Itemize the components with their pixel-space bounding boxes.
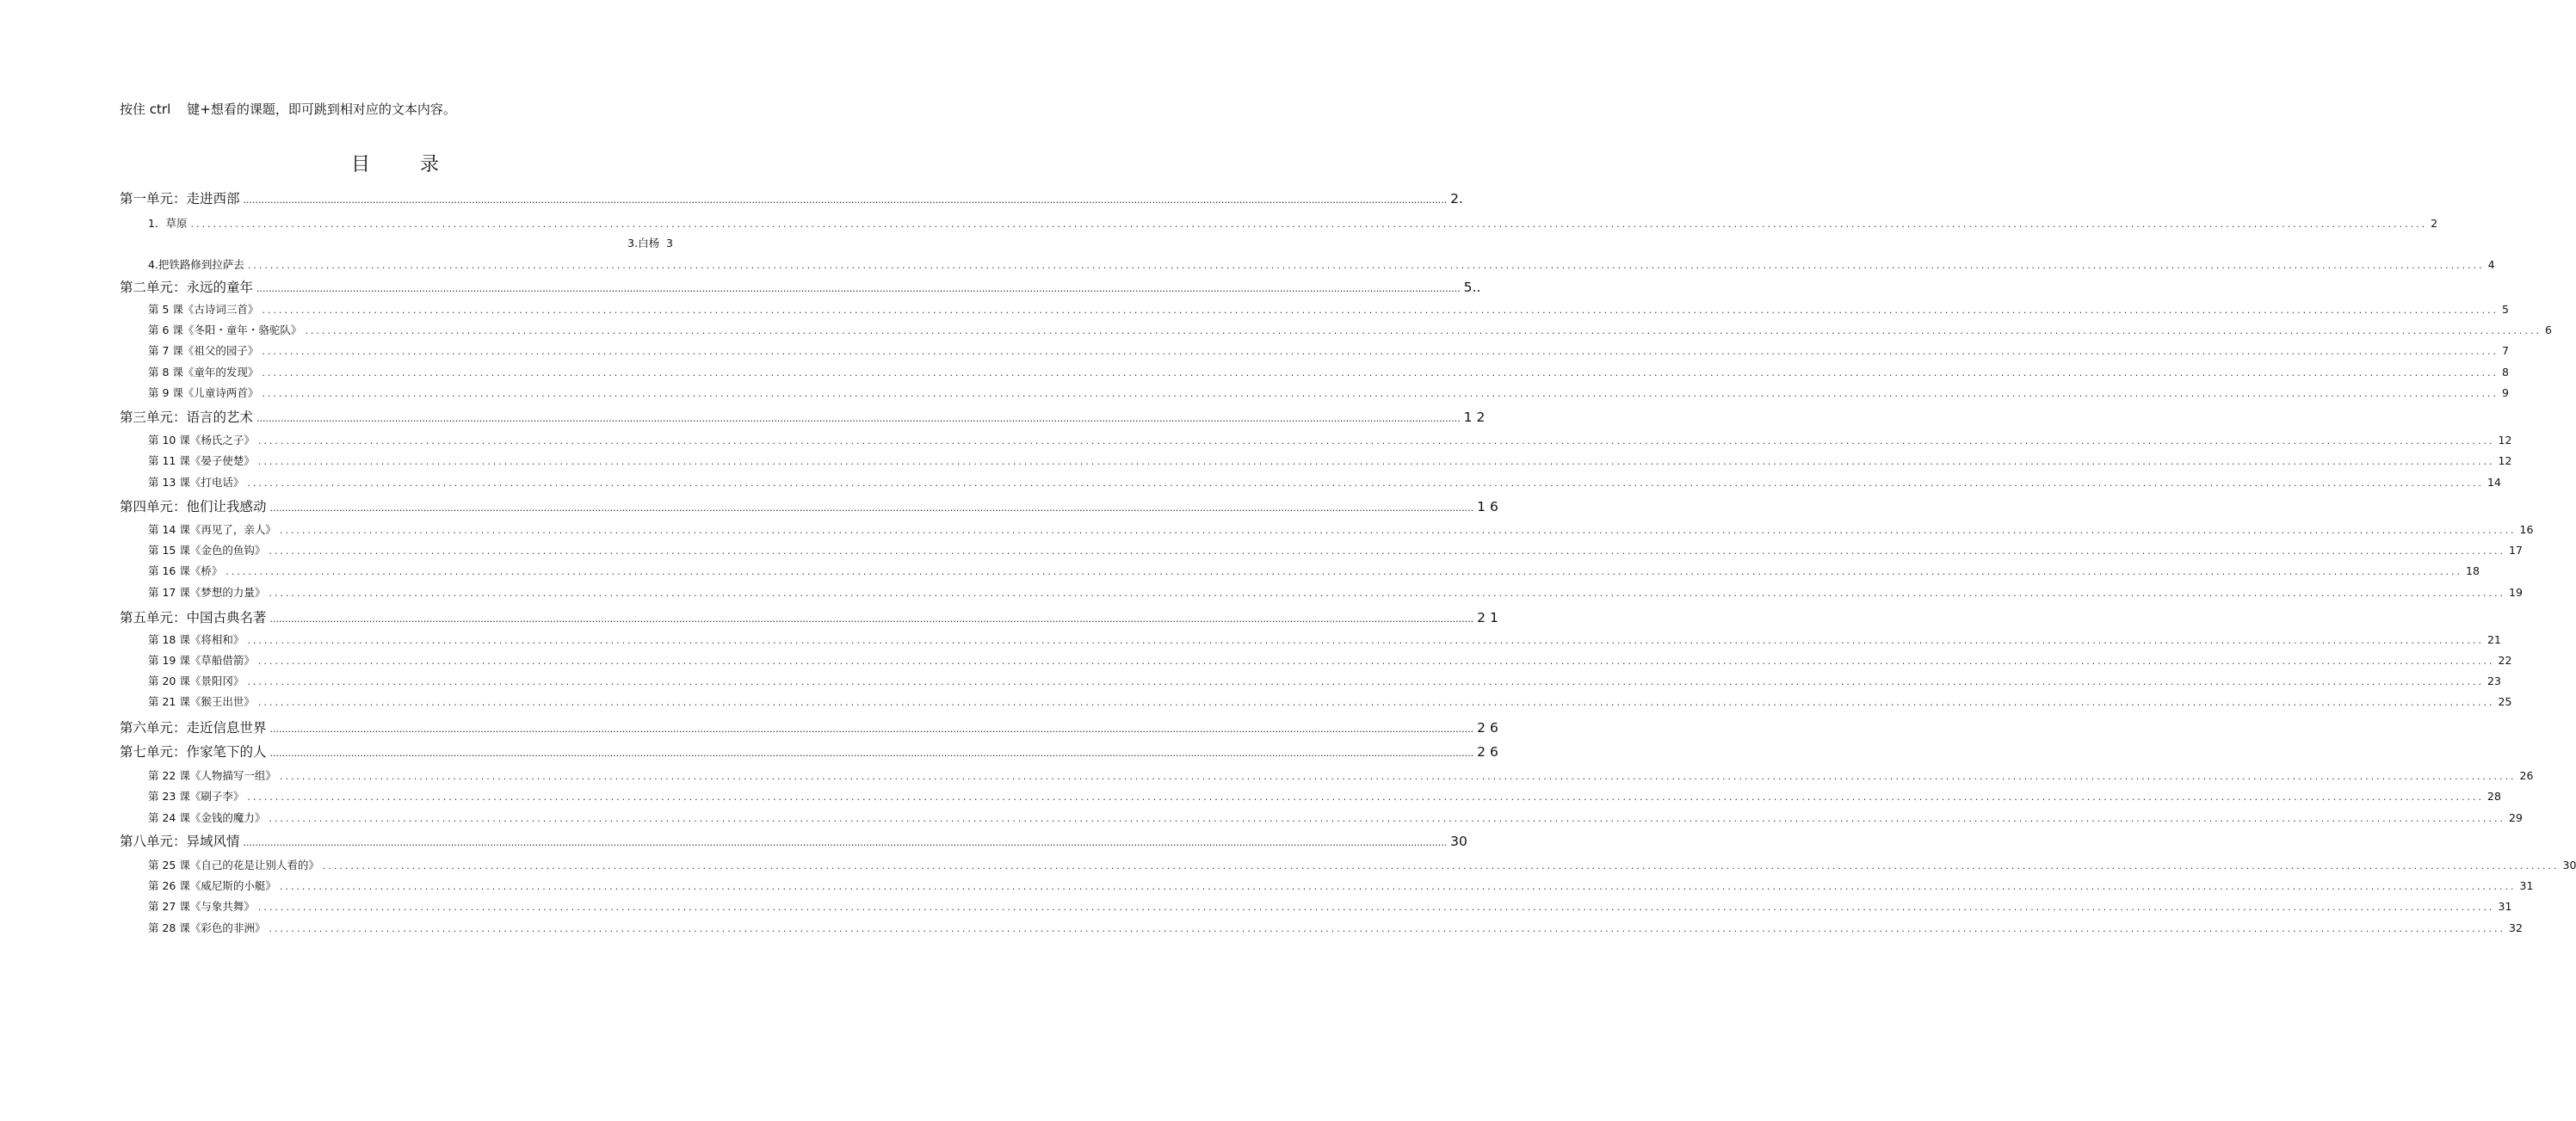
toc-lesson-entry[interactable] bbox=[148, 542, 2523, 557]
dot-leader: ................................................................................................................................................................................................................................................................................................................................................................................................................ bbox=[269, 923, 2505, 934]
toc-lesson-entry[interactable] bbox=[148, 521, 2534, 537]
lesson-title: 第 15 课《金色的鱼钩》 bbox=[148, 544, 266, 557]
toc-lesson-entry[interactable] bbox=[148, 432, 2512, 447]
lesson-page-number: 28 bbox=[2487, 790, 2501, 803]
unit-page-number: 5.. bbox=[1463, 280, 1481, 295]
toc-lesson-entry[interactable] bbox=[148, 767, 2534, 783]
lesson-page-number: 5 bbox=[2502, 303, 2509, 316]
toc-lesson-entry[interactable] bbox=[148, 673, 2501, 688]
lesson-page-number: 30 bbox=[2562, 859, 2576, 872]
unit-title: 第一单元：走进西部 bbox=[120, 191, 240, 206]
toc-lesson-entry[interactable] bbox=[148, 898, 2512, 914]
dot-leader: ................................................................................................................................................................................................................................................................................................................................................................................................................ bbox=[225, 566, 2462, 577]
lesson-title: 第 25 课《自己的花是让别人看的》 bbox=[148, 859, 319, 872]
dot-leader: ................................................................................................................................................................................................................................................................................................................................................................................................................ bbox=[247, 676, 2484, 687]
unit-page-number: 2 1 bbox=[1477, 610, 1498, 625]
toc-unit-entry[interactable] bbox=[120, 742, 1498, 761]
toc-title-char-1: 目 bbox=[350, 154, 372, 176]
dot-leader: ................................................................................................................................................................................................................................................................................................................................................................................................................ bbox=[269, 813, 2505, 824]
dot-leader: ................................................................................................................................................................................................................................................................................................................................................................................................................ bbox=[257, 435, 2495, 447]
lesson-page-number: 26 bbox=[2519, 769, 2534, 782]
lesson-page-number: 29 bbox=[2509, 811, 2523, 824]
lesson-page-number: 16 bbox=[2519, 523, 2534, 536]
toc-unit-entry[interactable] bbox=[120, 718, 1498, 736]
dot-leader: ................................................................................................................................................................................................................................................................................................................................................................................................................ bbox=[262, 346, 2499, 357]
dot-leader: ................................................................................................................................................................................................................................................................................................................................................................................................................ bbox=[269, 748, 1474, 759]
lesson-title: 第 18 课《将相和》 bbox=[148, 633, 244, 646]
lesson-title: 第 16 课《桥》 bbox=[148, 564, 223, 577]
dot-leader: ................................................................................................................................................................................................................................................................................................................................................................................................................ bbox=[247, 260, 2485, 271]
lesson-page-number: 14 bbox=[2487, 476, 2501, 489]
lesson-page-number: 2 bbox=[2431, 217, 2438, 230]
toc-unit-entry[interactable] bbox=[120, 188, 1463, 207]
lesson-page-number: 31 bbox=[2498, 900, 2512, 913]
dot-leader: ................................................................................................................................................................................................................................................................................................................................................................................................................ bbox=[257, 902, 2495, 913]
lesson-page-number: 3 bbox=[666, 237, 673, 249]
lesson-title: 第 13 课《打电话》 bbox=[148, 476, 244, 489]
dot-leader: ................................................................................................................................................................................................................................................................................................................................................................................................................ bbox=[256, 413, 1461, 424]
lesson-title: 第 24 课《金钱的魔力》 bbox=[148, 811, 266, 824]
toc-title bbox=[0, 150, 792, 176]
lesson-title: 第 9 课《儿童诗两首》 bbox=[148, 386, 259, 399]
unit-title: 第七单元：作家笔下的人 bbox=[120, 744, 267, 760]
lesson-page-number: 17 bbox=[2509, 544, 2523, 557]
toc-unit-entry[interactable] bbox=[120, 607, 1498, 626]
dot-leader: ................................................................................................................................................................................................................................................................................................................................................................................................................ bbox=[262, 305, 2499, 316]
lesson-page-number: 7 bbox=[2502, 344, 2509, 357]
dot-leader: ................................................................................................................................................................................................................................................................................................................................................................................................................ bbox=[269, 588, 2505, 599]
toc-lesson-entry[interactable] bbox=[148, 301, 2509, 317]
unit-page-number: 2. bbox=[1450, 191, 1463, 206]
dot-leader: ................................................................................................................................................................................................................................................................................................................................................................................................................ bbox=[257, 656, 2495, 667]
dot-leader: ................................................................................................................................................................................................................................................................................................................................................................................................................ bbox=[279, 525, 2517, 536]
unit-title: 第八单元：异域风情 bbox=[120, 834, 240, 849]
dot-leader: ................................................................................................................................................................................................................................................................................................................................................................................................................ bbox=[269, 613, 1474, 625]
unit-title: 第四单元：他们让我感动 bbox=[120, 499, 267, 514]
lesson-page-number: 12 bbox=[2498, 434, 2512, 447]
unit-title: 第三单元：语言的艺术 bbox=[120, 410, 254, 425]
lesson-title: 第 10 课《杨氏之子》 bbox=[148, 434, 255, 447]
unit-page-number: 2 6 bbox=[1477, 720, 1498, 736]
lesson-page-number: 19 bbox=[2509, 586, 2523, 599]
toc-lesson-entry[interactable] bbox=[148, 652, 2512, 668]
unit-page-number: 1 6 bbox=[1477, 499, 1498, 514]
lesson-title: 第 26 课《威尼斯的小艇》 bbox=[148, 879, 276, 892]
lesson-title: 第 14 课《再见了，亲人》 bbox=[148, 523, 276, 536]
toc-lesson-entry[interactable] bbox=[148, 385, 2509, 400]
toc-lesson-entry[interactable] bbox=[148, 474, 2501, 490]
lesson-page-number: 32 bbox=[2509, 921, 2523, 934]
toc-unit-entry[interactable] bbox=[120, 407, 1486, 426]
lesson-title: 第 11 课《晏子使楚》 bbox=[148, 454, 255, 467]
toc-lesson-entry[interactable] bbox=[148, 342, 2509, 358]
lesson-title: 第 5 课《古诗词三首》 bbox=[148, 303, 259, 316]
toc-lesson-entry[interactable] bbox=[148, 631, 2501, 647]
lesson-title: 第 20 课《景阳冈》 bbox=[148, 674, 244, 687]
lesson-page-number: 21 bbox=[2487, 633, 2501, 646]
dot-leader: ................................................................................................................................................................................................................................................................................................................................................................................................................ bbox=[269, 724, 1474, 735]
dot-leader: ................................................................................................................................................................................................................................................................................................................................................................................................................ bbox=[322, 860, 2560, 872]
lesson-title: 第 17 课《梦想的力量》 bbox=[148, 586, 266, 599]
lesson-title: 第 19 课《草船借箭》 bbox=[148, 654, 255, 667]
toc-unit-entry[interactable] bbox=[120, 496, 1498, 515]
toc-lesson-entry[interactable] bbox=[516, 235, 673, 250]
toc-lesson-entry[interactable] bbox=[148, 693, 2512, 709]
dot-leader: ................................................................................................................................................................................................................................................................................................................................................................................................................ bbox=[279, 881, 2517, 892]
toc-lesson-entry[interactable] bbox=[148, 920, 2523, 935]
dot-leader: ................................................................................................................................................................................................................................................................................................................................................................................................................ bbox=[247, 791, 2484, 803]
dot-leader: ................................................................................................................................................................................................................................................................................................................................................................................................................ bbox=[262, 388, 2499, 399]
dot-leader: ................................................................................................................................................................................................................................................................................................................................................................................................................ bbox=[256, 283, 1461, 294]
unit-title: 第五单元：中国古典名著 bbox=[120, 610, 267, 625]
unit-title: 第六单元：走近信息世界 bbox=[120, 720, 267, 736]
dot-leader: ................................................................................................................................................................................................................................................................................................................................................................................................................ bbox=[243, 194, 1448, 206]
toc-lesson-entry[interactable] bbox=[148, 788, 2501, 804]
dot-leader: ................................................................................................................................................................................................................................................................................................................................................................................................................ bbox=[247, 477, 2484, 489]
dot-leader: ................................................................................................................................................................................................................................................................................................................................................................................................................ bbox=[247, 635, 2484, 646]
lesson-page-number: 31 bbox=[2519, 879, 2534, 892]
lesson-page-number: 6 bbox=[2545, 323, 2552, 336]
toc-lesson-entry[interactable] bbox=[148, 563, 2480, 578]
toc-lesson-entry[interactable] bbox=[148, 857, 2576, 872]
toc-lesson-entry[interactable] bbox=[148, 810, 2523, 825]
toc-unit-entry[interactable] bbox=[120, 277, 1481, 296]
lesson-title: 4.把铁路修到拉萨去 bbox=[148, 258, 244, 271]
unit-page-number: 2 6 bbox=[1477, 744, 1498, 760]
lesson-title: 1．草原 bbox=[148, 217, 188, 230]
dot-leader: ................................................................................................................................................................................................................................................................................................................................................................................................................ bbox=[257, 456, 2495, 467]
dot-leader: ................................................................................................................................................................................................................................................................................................................................................................................................................ bbox=[305, 325, 2542, 336]
unit-page-number: 1 2 bbox=[1463, 410, 1486, 425]
lesson-title: 第 21 课《猴王出世》 bbox=[148, 695, 255, 708]
dot-leader: ................................................................................................................................................................................................................................................................................................................................................................................................................ bbox=[269, 502, 1474, 514]
toc-unit-entry[interactable] bbox=[120, 831, 1467, 850]
dot-leader: ................................................................................................................................................................................................................................................................................................................................................................................................................ bbox=[262, 367, 2499, 379]
toc-lesson-entry[interactable] bbox=[148, 364, 2509, 379]
toc-lesson-entry[interactable] bbox=[148, 322, 2552, 337]
dot-leader: ................................................................................................................................................................................................................................................................................................................................................................................................................ bbox=[243, 837, 1448, 848]
lesson-page-number: 8 bbox=[2502, 366, 2509, 379]
lesson-title: 第 22 课《人物描写一组》 bbox=[148, 769, 276, 782]
unit-page-number: 30 bbox=[1450, 834, 1467, 849]
toc-lesson-entry[interactable] bbox=[148, 878, 2534, 893]
lesson-page-number: 23 bbox=[2487, 674, 2501, 687]
dot-leader: ................................................................................................................................................................................................................................................................................................................................................................................................................ bbox=[257, 697, 2495, 708]
toc-lesson-entry[interactable] bbox=[148, 215, 2438, 231]
lesson-page-number: 9 bbox=[2502, 386, 2509, 399]
toc-lesson-entry[interactable] bbox=[148, 453, 2512, 468]
lesson-title: 第 7 课《祖父的园子》 bbox=[148, 344, 259, 357]
unit-title: 第二单元：永远的童年 bbox=[120, 280, 254, 295]
lesson-title: 第 27 课《与象共舞》 bbox=[148, 900, 255, 913]
lesson-title: 第 6 课《冬阳・童年・骆驼队》 bbox=[148, 323, 302, 336]
toc-lesson-entry[interactable] bbox=[148, 584, 2523, 600]
lesson-page-number: 25 bbox=[2498, 695, 2512, 708]
dot-leader: ................................................................................................................................................................................................................................................................................................................................................................................................................ bbox=[269, 545, 2505, 557]
lesson-title: 3.白杨 bbox=[627, 237, 660, 249]
lesson-page-number: 18 bbox=[2466, 564, 2480, 577]
lesson-page-number: 4 bbox=[2487, 258, 2495, 271]
dot-leader: ................................................................................................................................................................................................................................................................................................................................................................................................................ bbox=[190, 219, 2428, 230]
lesson-title: 第 23 课《刷子李》 bbox=[148, 790, 244, 803]
toc-lesson-entry[interactable] bbox=[148, 256, 2495, 272]
lesson-title: 第 28 课《彩色的非洲》 bbox=[148, 921, 266, 934]
dot-leader: ................................................................................................................................................................................................................................................................................................................................................................................................................ bbox=[279, 771, 2517, 782]
toc-title-char-2: 录 bbox=[420, 154, 442, 176]
instruction-text: 按住 ctrl 键+想看的课题，即可跳到相对应的文本内容。 bbox=[120, 102, 456, 117]
lesson-title: 第 8 课《童年的发现》 bbox=[148, 366, 259, 379]
lesson-page-number: 12 bbox=[2498, 454, 2512, 467]
lesson-page-number: 22 bbox=[2498, 654, 2512, 667]
